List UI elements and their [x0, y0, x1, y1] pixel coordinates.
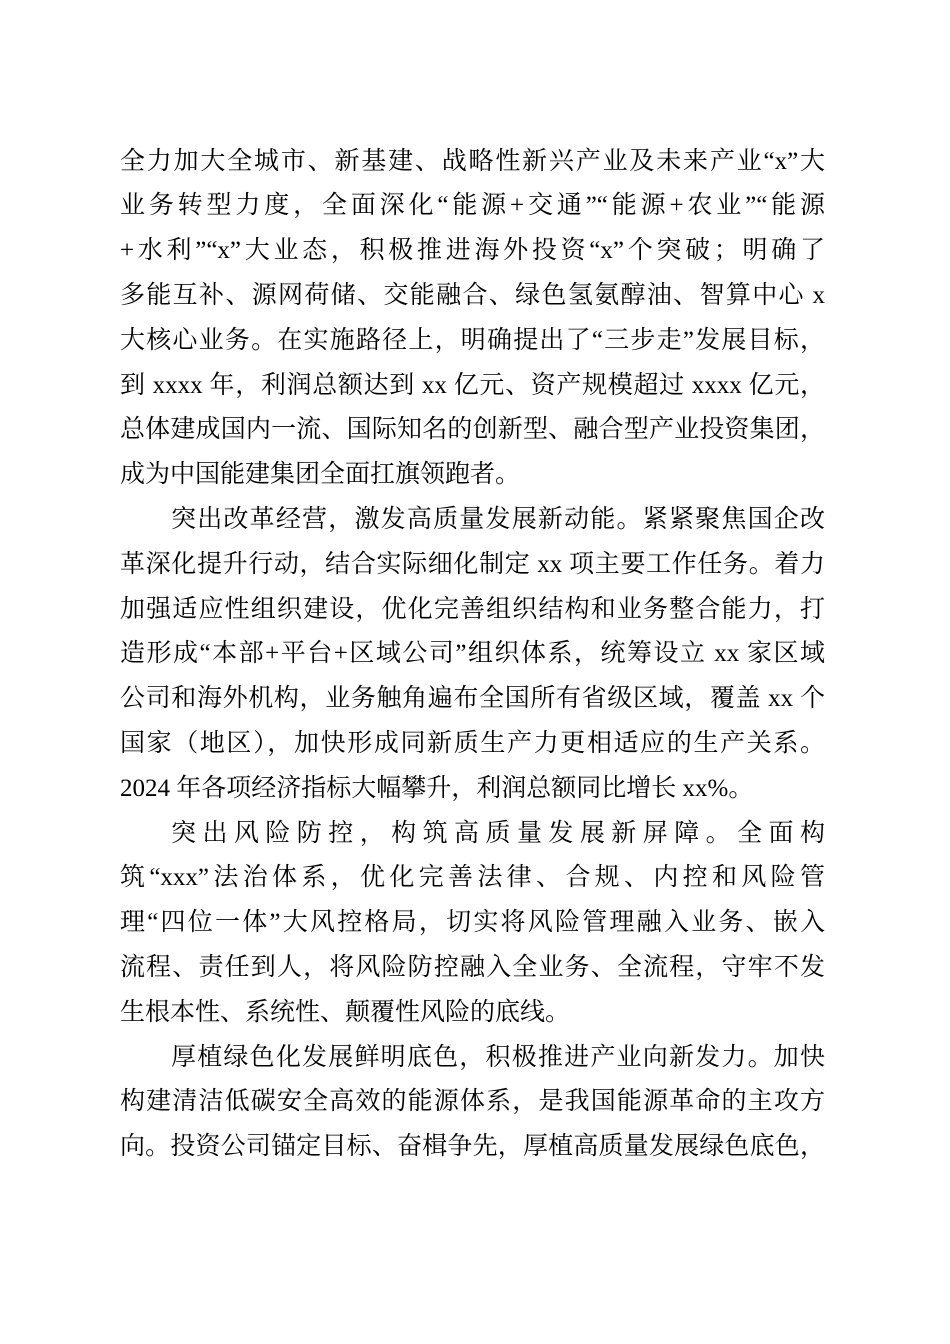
- text-line: 2024 年各项经济指标大幅攀升，利润总额同比增长 xx%。: [120, 774, 754, 802]
- text-line: 到 xxxx 年，利润总额达到 xx 亿元、资产规模超过 xxxx 亿元，: [120, 371, 825, 399]
- text-line: 加强适应性组织建设，优化完善组织结构和业务整合能力，打: [120, 595, 825, 623]
- paragraph-green-development: [120, 1036, 825, 1170]
- text-line: 多能互补、源网荷储、交能融合、绿色氢氨醇油、智算中心 x: [120, 281, 825, 309]
- text-line: +水利”“x”大业态，积极推进海外投资“x”个突破；明确了: [120, 237, 825, 265]
- text-line: 厚植绿色化发展鲜明底色，积极推进产业向新发力。加快: [171, 1043, 825, 1071]
- text-line: 革深化提升行动，结合实际细化制定 xx 项主要工作任务。着力: [120, 550, 825, 578]
- paragraph-risk-control: [120, 812, 825, 1036]
- text-line: 理“四位一体”大风控格局，切实将风险管理融入业务、嵌入: [120, 909, 825, 937]
- text-line: 国家（地区），加快形成同新质生产力更相适应的生产关系。: [120, 729, 825, 757]
- text-line: 流程、责任到人，将风险防控融入全业务、全流程，守牢不发: [120, 953, 825, 981]
- text-line: 公司和海外机构，业务触角遍布全国所有省级区域，覆盖 xx 个: [120, 685, 825, 713]
- text-line: 构建清洁低碳安全高效的能源体系，是我国能源革命的主攻方: [120, 1088, 825, 1116]
- text-line: 筑“xxx”法治体系，优化完善法律、合规、内控和风险管: [120, 864, 825, 892]
- text-line: 突出改革经营，激发高质量发展新动能。紧紧聚焦国企改: [171, 505, 825, 533]
- paragraph-strategy: [120, 140, 825, 498]
- text-line: 向。投资公司锚定目标、奋楫争先，厚植高质量发展绿色底色，: [120, 1133, 825, 1161]
- document-body: [120, 140, 825, 1170]
- text-line: 总体建成国内一流、国际知名的创新型、融合型产业投资集团，: [120, 416, 825, 444]
- text-line: 突出风险防控，构筑高质量发展新屏障。全面构: [171, 819, 825, 847]
- text-line: 全力加大全城市、新基建、战略性新兴产业及未来产业“x”大: [120, 147, 825, 175]
- text-line: 生根本性、系统性、颠覆性风险的底线。: [120, 998, 571, 1026]
- text-line: 成为中国能建集团全面扛旗领跑者。: [120, 461, 521, 489]
- paragraph-reform: [120, 498, 825, 812]
- text-line: 造形成“本部+平台+区域公司”组织体系，统筹设立 xx 家区域: [120, 640, 825, 668]
- text-line: 业务转型力度，全面深化“能源+交通”“能源+农业”“能源: [120, 192, 825, 220]
- text-line: 大核心业务。在实施路径上，明确提出了“三步走”发展目标，: [120, 326, 825, 354]
